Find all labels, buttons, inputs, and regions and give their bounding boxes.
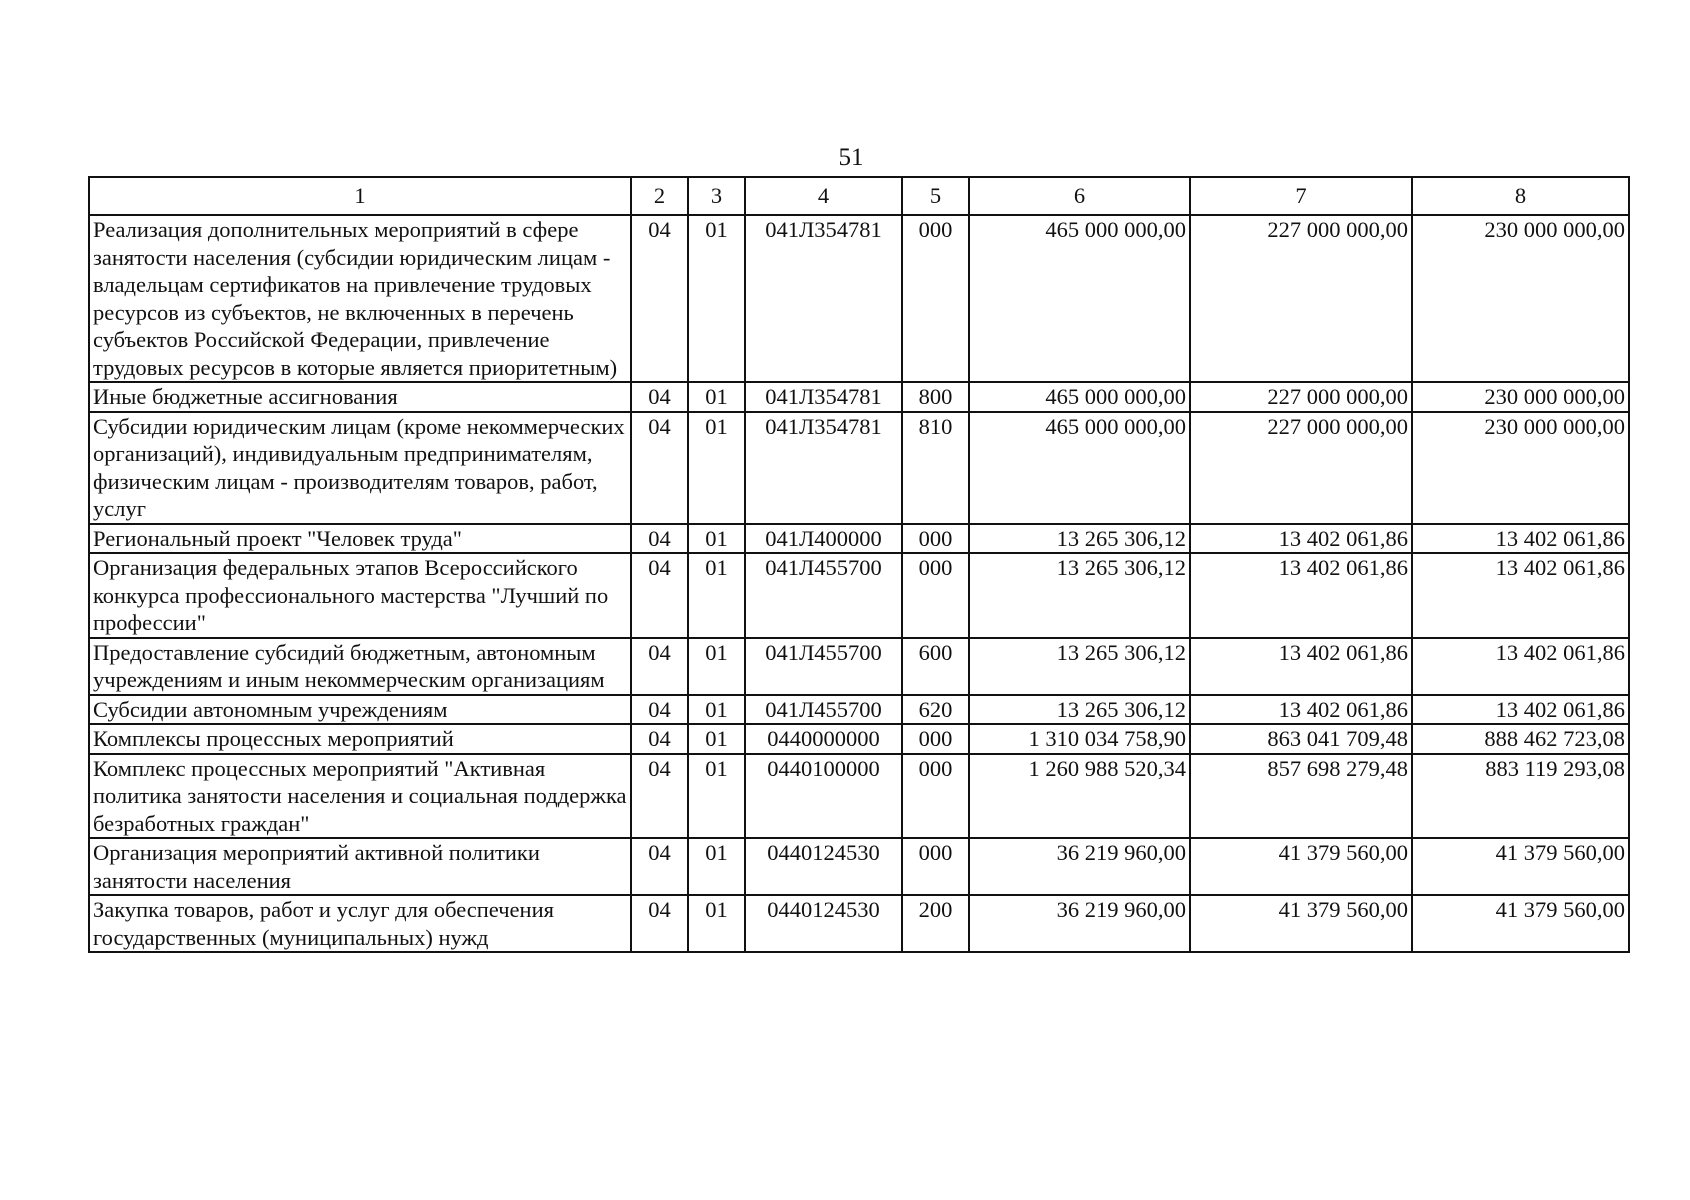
subsection-code: 01: [688, 382, 745, 412]
target-article-code: 0440124530: [745, 895, 902, 952]
target-article-code: 0440000000: [745, 724, 902, 754]
amount-column-8: 230 000 000,00: [1412, 215, 1629, 382]
amount-column-7: 857 698 279,48: [1190, 754, 1412, 839]
subsection-code: 01: [688, 838, 745, 895]
expense-type-code: 800: [902, 382, 969, 412]
table-row: [89, 838, 1629, 895]
expense-type-code: 600: [902, 638, 969, 695]
target-article-code: 041Л354781: [745, 215, 902, 382]
amount-column-8: 13 402 061,86: [1412, 638, 1629, 695]
table-row: [89, 754, 1629, 839]
section-code: 04: [631, 215, 688, 382]
amount-column-6: 13 265 306,12: [969, 524, 1190, 554]
amount-column-8: 41 379 560,00: [1412, 838, 1629, 895]
amount-column-6: 465 000 000,00: [969, 382, 1190, 412]
amount-column-7: 13 402 061,86: [1190, 524, 1412, 554]
subsection-code: 01: [688, 524, 745, 554]
expense-name: Субсидии автономным учреждениям: [89, 695, 631, 725]
subsection-code: 01: [688, 412, 745, 524]
target-article-code: 041Л354781: [745, 412, 902, 524]
expense-name: Предоставление субсидий бюджетным, автономным учреждениям и иным некоммерческим организациям: [89, 638, 631, 695]
column-header-1: 1: [89, 177, 631, 215]
column-header-5: 5: [902, 177, 969, 215]
target-article-code: 0440124530: [745, 838, 902, 895]
subsection-code: 01: [688, 895, 745, 952]
column-header-7: 7: [1190, 177, 1412, 215]
amount-column-6: 36 219 960,00: [969, 895, 1190, 952]
expense-type-code: 000: [902, 754, 969, 839]
amount-column-8: 883 119 293,08: [1412, 754, 1629, 839]
subsection-code: 01: [688, 638, 745, 695]
table-row: [89, 382, 1629, 412]
target-article-code: 041Л455700: [745, 695, 902, 725]
table-row: [89, 215, 1629, 382]
expense-type-code: 000: [902, 215, 969, 382]
subsection-code: 01: [688, 553, 745, 638]
target-article-code: 041Л455700: [745, 553, 902, 638]
section-code: 04: [631, 553, 688, 638]
table-header-row: [89, 177, 1629, 215]
page-number: 51: [838, 144, 864, 171]
amount-column-6: 13 265 306,12: [969, 553, 1190, 638]
subsection-code: 01: [688, 215, 745, 382]
column-header-8: 8: [1412, 177, 1629, 215]
table-row: [89, 895, 1629, 952]
target-article-code: 041Л400000: [745, 524, 902, 554]
target-article-code: 0440100000: [745, 754, 902, 839]
amount-column-7: 227 000 000,00: [1190, 382, 1412, 412]
expense-name: Закупка товаров, работ и услуг для обеспечения государственных (муниципальных) нужд: [89, 895, 631, 952]
expense-name: Субсидии юридическим лицам (кроме некоммерческих организаций), индивидуальным предпринимателям, физическим лицам - производителям товаров, работ, услуг: [89, 412, 631, 524]
expense-type-code: 000: [902, 553, 969, 638]
subsection-code: 01: [688, 754, 745, 839]
column-header-3: 3: [688, 177, 745, 215]
expense-type-code: 000: [902, 838, 969, 895]
amount-column-7: 227 000 000,00: [1190, 215, 1412, 382]
amount-column-8: 13 402 061,86: [1412, 695, 1629, 725]
expense-name: Региональный проект "Человек труда": [89, 524, 631, 554]
amount-column-6: 36 219 960,00: [969, 838, 1190, 895]
expense-type-code: 000: [902, 724, 969, 754]
target-article-code: 041Л354781: [745, 382, 902, 412]
column-header-6: 6: [969, 177, 1190, 215]
amount-column-8: 41 379 560,00: [1412, 895, 1629, 952]
amount-column-6: 465 000 000,00: [969, 215, 1190, 382]
amount-column-7: 41 379 560,00: [1190, 838, 1412, 895]
amount-column-8: 230 000 000,00: [1412, 412, 1629, 524]
expense-name: Реализация дополнительных мероприятий в сфере занятости населения (субсидии юридическим лицам - владельцам сертификатов на привлечение трудовых ресурсов из субъектов, не включенных в перечень субъектов Российской Федерации, привлечение трудовых ресурсов в которые является приоритетным): [89, 215, 631, 382]
target-article-code: 041Л455700: [745, 638, 902, 695]
expense-type-code: 000: [902, 524, 969, 554]
amount-column-8: 888 462 723,08: [1412, 724, 1629, 754]
section-code: 04: [631, 724, 688, 754]
table-row: [89, 695, 1629, 725]
amount-column-8: 230 000 000,00: [1412, 382, 1629, 412]
amount-column-6: 13 265 306,12: [969, 638, 1190, 695]
amount-column-7: 41 379 560,00: [1190, 895, 1412, 952]
section-code: 04: [631, 412, 688, 524]
column-header-4: 4: [745, 177, 902, 215]
expense-type-code: 620: [902, 695, 969, 725]
section-code: 04: [631, 754, 688, 839]
amount-column-7: 13 402 061,86: [1190, 695, 1412, 725]
budget-table: [88, 176, 1630, 953]
amount-column-7: 863 041 709,48: [1190, 724, 1412, 754]
expense-name: Иные бюджетные ассигнования: [89, 382, 631, 412]
section-code: 04: [631, 638, 688, 695]
expense-name: Комплекс процессных мероприятий "Активная политика занятости населения и социальная поддержка безработных граждан": [89, 754, 631, 839]
section-code: 04: [631, 524, 688, 554]
expense-name: Комплексы процессных мероприятий: [89, 724, 631, 754]
table-row: [89, 412, 1629, 524]
table-row: [89, 638, 1629, 695]
amount-column-6: 1 310 034 758,90: [969, 724, 1190, 754]
column-header-2: 2: [631, 177, 688, 215]
amount-column-6: 465 000 000,00: [969, 412, 1190, 524]
section-code: 04: [631, 838, 688, 895]
amount-column-7: 227 000 000,00: [1190, 412, 1412, 524]
table-row: [89, 524, 1629, 554]
amount-column-6: 1 260 988 520,34: [969, 754, 1190, 839]
amount-column-6: 13 265 306,12: [969, 695, 1190, 725]
table-row: [89, 724, 1629, 754]
amount-column-7: 13 402 061,86: [1190, 553, 1412, 638]
expense-name: Организация федеральных этапов Всероссийского конкурса профессионального мастерства "Лучший по профессии": [89, 553, 631, 638]
section-code: 04: [631, 895, 688, 952]
subsection-code: 01: [688, 724, 745, 754]
subsection-code: 01: [688, 695, 745, 725]
expense-type-code: 200: [902, 895, 969, 952]
section-code: 04: [631, 382, 688, 412]
expense-type-code: 810: [902, 412, 969, 524]
amount-column-7: 13 402 061,86: [1190, 638, 1412, 695]
expense-name: Организация мероприятий активной политики занятости населения: [89, 838, 631, 895]
amount-column-8: 13 402 061,86: [1412, 553, 1629, 638]
section-code: 04: [631, 695, 688, 725]
table-row: [89, 553, 1629, 638]
amount-column-8: 13 402 061,86: [1412, 524, 1629, 554]
